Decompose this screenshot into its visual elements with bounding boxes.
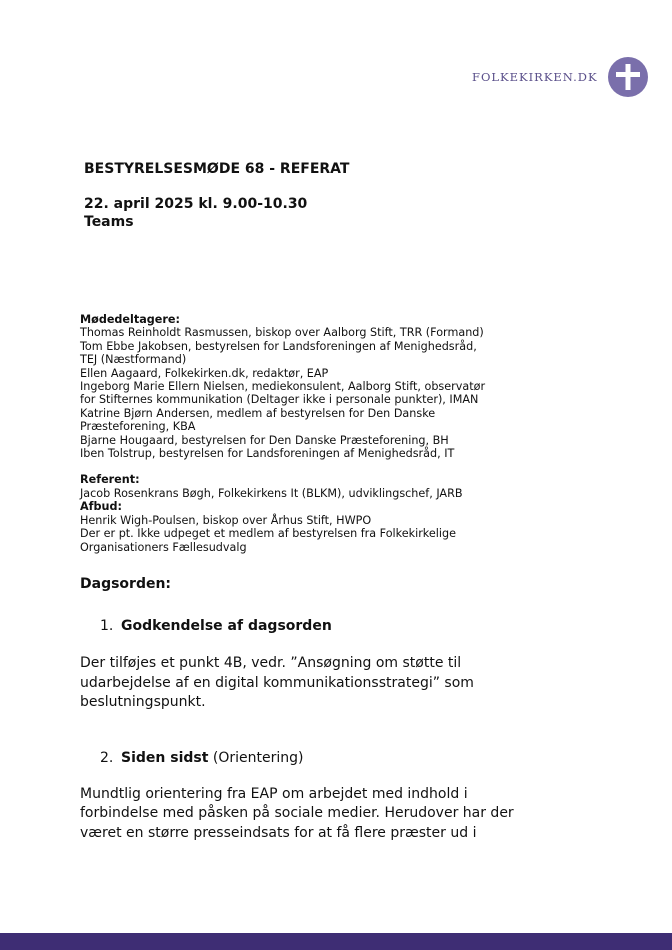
absent-line: Organisationers Fællesudvalg [80,540,247,554]
absent-label: Afbud: [80,500,122,514]
attendee-line: Iben Tolstrup, bestyrelsen for Landsforeningen af Menighedsråd, IT [80,447,455,461]
spacer [80,460,485,473]
logo-text: FOLKEKIRKEN.DK [472,70,598,84]
absent-line: Henrik Wigh-Poulsen, biskop over Århus Stift, HWPO [80,513,372,527]
agenda-item-suffix: (Orientering) [208,749,304,766]
absent-line: Der er pt. Ikke udpeget et medlem af bestyrelsen fra Folkekirkelige [80,527,456,541]
paragraph-line: udarbejdelse af en digital kommunikationsstrategi” som [80,674,474,691]
title-block [84,160,349,231]
agenda-item-name: Siden sidst [121,749,209,766]
document-title: BESTYRELSESMØDE 68 - REFERAT [84,161,350,177]
agenda-item-body [80,654,580,713]
agenda-title: Dagsorden: [80,576,172,592]
agenda-section [80,575,580,843]
agenda-item-body [80,785,580,844]
referent-line: Jacob Rosenkrans Bøgh, Folkekirkens It (BLKM), udviklingschef, JARB [80,486,463,500]
agenda-item-number: 1. [100,618,114,634]
attendee-line: Tom Ebbe Jakobsen, bestyrelsen for Landsforeningen af Menighedsråd, [80,339,477,353]
attendee-line: TEJ (Næstformand) [80,353,187,367]
attendees-label: Mødedeltagere: [80,313,180,326]
attendee-line: for Stifternes kommunikation (Deltager ikke i personale punkter), IMAN [80,393,479,407]
agenda-item-number: 2. [100,749,114,766]
referent-label: Referent: [80,473,140,487]
attendee-line: Ellen Aagaard, Folkekirken.dk, redaktør, EAP [80,366,329,380]
cross-icon [608,57,648,97]
attendees-section [80,313,485,554]
cross-icon-svg [608,57,648,97]
attendee-line: Thomas Reinholdt Rasmussen, biskop over Aalborg Stift, TRR (Formand) [80,326,484,340]
footer-bar [0,933,672,950]
attendee-line: Ingeborg Marie Ellern Nielsen, mediekonsulent, Aalborg Stift, observatør [80,380,486,394]
agenda-item-heading [100,617,580,635]
agenda-item-heading [100,749,580,767]
attendee-line: Bjarne Hougaard, bestyrelsen for Den Danske Præsteforening, BH [80,433,449,447]
paragraph-line: været en større presseindsats for at få flere præster ud i [80,824,477,841]
paragraph-line: beslutningspunkt. [80,694,206,710]
folkekirken-logo [472,57,648,97]
agenda-item-name: Godkendelse af dagsorden [121,618,332,634]
paragraph-line: Der tilføjes et punkt 4B, vedr. ”Ansøgning om støtte til [80,655,462,671]
meeting-location: Teams [84,214,134,230]
paragraph-line: forbindelse med påsken på sociale medier. Herudover har der [80,805,514,821]
attendee-line: Præsteforening, KBA [80,420,196,434]
attendee-line: Katrine Bjørn Andersen, medlem af bestyrelsen for Den Danske [80,406,436,420]
meeting-date: 22. april 2025 kl. 9.00-10.30 [84,196,308,212]
paragraph-line: Mundtlig orientering fra EAP om arbejdet med indhold i [80,785,468,802]
